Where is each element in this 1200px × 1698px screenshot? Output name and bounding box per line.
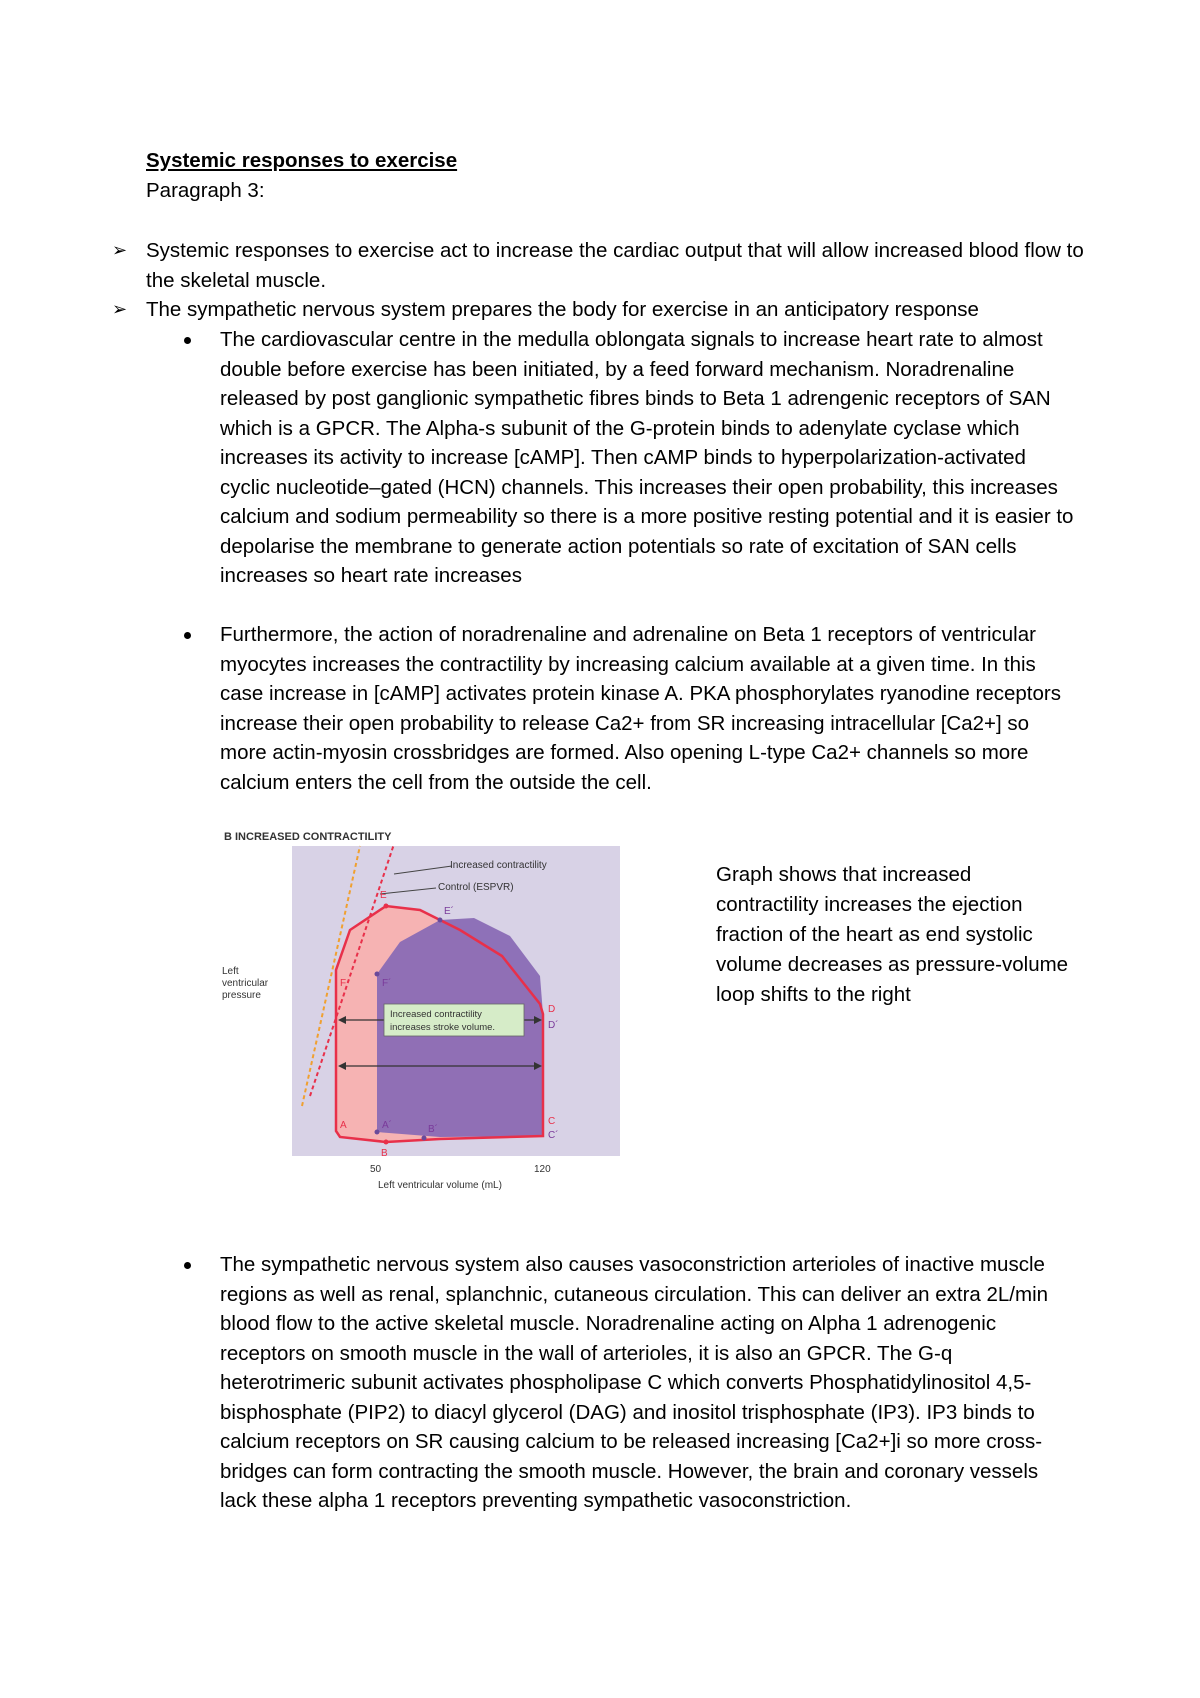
paragraph-label: Paragraph 3: — [146, 179, 265, 202]
figure-panel-title: B INCREASED CONTRACTILITY — [224, 831, 392, 843]
pressure-volume-figure — [210, 826, 630, 1196]
bullet-text: The cardiovascular centre in the medulla oblongata signals to increase heart rate to almost double before exercise has been initiated, by a feed forward mechanism. Noradrenaline released by post ganglionic sympathetic fibres binds to Beta 1 adrengenic receptors of SAN which is a GPCR. The Alpha-s subunit of the G-protein binds to adenylate cyclase which increases its activity to increase [cAMP]. Then cAMP binds to hyperpolarization-activated cyclic nucleotide–gated (HCN) channels. This increases their open probability, this increases calcium and sodium permeability so there is a more positive resting potential and it is easier to depolarise the membrane to generate action potentials so rate of excitation of SAN cells increases so heart rate increases — [220, 328, 1074, 587]
bullet-text: Furthermore, the action of noradrenaline and adrenaline on Beta 1 receptors of ventricular myocytes increases the contractility by increasing calcium available at a given time. In this case increase in [cAMP] activates protein kinase A. PKA phosphorylates ryanodine receptors increase their open probability to release Ca2+ from SR increasing intracellular [Ca2+] so more actin-myosin crossbridges are formed. Also opening L-type Ca2+ channels so more calcium enters the cell from the outside the cell. — [220, 623, 1061, 794]
arrow-item-text: Systemic responses to exercise act to increase the cardiac output that will allow increased blood flow to the skeletal muscle. — [146, 239, 1084, 292]
annotation-line-2: increases stroke volume. — [390, 1022, 496, 1033]
bullet-dot-icon — [184, 337, 191, 344]
y-axis-label-3: pressure — [222, 990, 261, 1001]
y-axis-label-2: ventricular — [222, 978, 269, 989]
arrow-bullet-icon: ➢ — [112, 299, 128, 319]
point-a-prime — [375, 1130, 380, 1135]
point-label-c-prime: C´ — [548, 1130, 559, 1141]
y-axis-label-1: Left — [222, 966, 239, 977]
bullet-dot-icon — [184, 1262, 191, 1269]
point-label-f-prime: F´ — [382, 978, 392, 989]
point-e-prime — [438, 918, 443, 923]
x-tick-50: 50 — [370, 1164, 382, 1175]
point-label-d-prime: D´ — [548, 1020, 559, 1031]
figure-caption: Graph shows that increased contractility increases the ejection fraction of the heart as end systolic volume decreases as pressure-volume loop shifts to the right — [716, 863, 1069, 1006]
point-label-b: B — [381, 1148, 388, 1159]
point-label-b-prime: B´ — [428, 1124, 438, 1135]
x-tick-120: 120 — [534, 1164, 551, 1175]
arrow-bullet-icon: ➢ — [112, 240, 128, 260]
point-label-e: E — [380, 890, 387, 901]
point-f-prime — [375, 972, 380, 977]
arrow-item-text: The sympathetic nervous system prepares the body for exercise in an anticipatory response — [146, 298, 979, 321]
point-b — [384, 1140, 389, 1145]
legend-increased-label: Increased contractility — [450, 860, 547, 871]
point-label-a: A — [340, 1120, 347, 1131]
point-label-e-prime: E´ — [444, 906, 454, 917]
point-e — [384, 904, 389, 909]
x-axis-label: Left ventricular volume (mL) — [378, 1180, 502, 1191]
bullet-dot-icon — [184, 632, 191, 639]
point-label-c: C — [548, 1116, 556, 1127]
point-label-a-prime: A´ — [382, 1120, 392, 1131]
section-heading: Systemic responses to exercise — [146, 149, 458, 172]
point-b-prime — [422, 1136, 427, 1141]
annotation-line-1: Increased contractility — [390, 1009, 482, 1020]
point-label-d: D — [548, 1004, 556, 1015]
point-label-f: F — [340, 978, 347, 989]
legend-control-label: Control (ESPVR) — [438, 882, 514, 893]
bullet-text: The sympathetic nervous system also causes vasoconstriction arterioles of inactive muscle regions as well as renal, splanchnic, cutaneous circulation. This can deliver an extra 2L/min blood flow to the active skeletal muscle. Noradrenaline acting on Alpha 1 adrenogenic receptors on smooth muscle in the wall of arterioles, it is also an GPCR. The G-q heterotrimeric subunit activates phospholipase C which converts Phosphatidylinositol 4,5-bisphosphate (PIP2) to diacyl glycerol (DAG) and inositol trisphosphate (IP3). IP3 binds to calcium receptors on SR causing calcium to be released increasing [Ca2+]i so more cross-bridges can form contracting the smooth muscle. However, the brain and coronary vessels lack these alpha 1 receptors preventing sympathetic vasoconstriction. — [220, 1253, 1049, 1512]
